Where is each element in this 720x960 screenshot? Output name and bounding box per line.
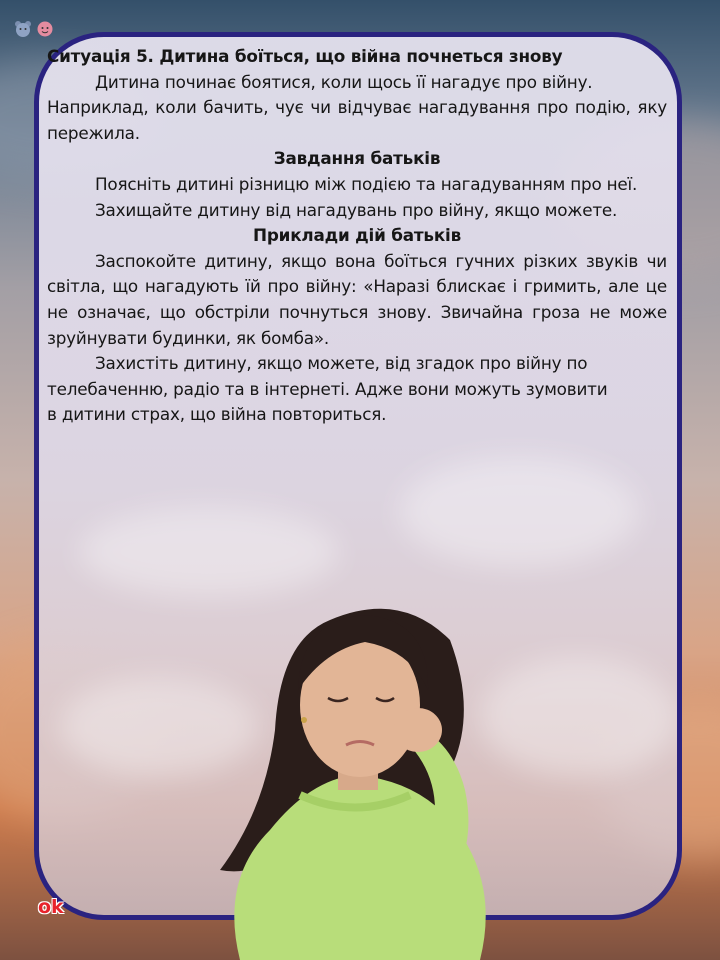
card-cloud: [399, 457, 639, 567]
section1-item-1: Поясніть дитині різницю між подією та нагадуванням про неї.: [95, 173, 638, 194]
section2-heading: Приклади дій батьків: [252, 225, 462, 246]
document-title: Ситуація 5. Дитина боїться, що війна почнеться знову: [47, 46, 563, 66]
ok-logo: ok: [38, 896, 64, 918]
document-body: [47, 44, 667, 428]
bear-face-icon: [14, 20, 32, 38]
section2-paragraph-1: Заспокойте дитину, якщо вона боїться гучних різких звуків чи світла, що нагадують їй про війну: «Наразі блискає і гримить, але це не означає, що обстріли почнуться знову. Звичайна гроза не може зруйнувати будинки, як бомба».: [47, 250, 667, 348]
sad-girl-illustration: [180, 580, 540, 960]
section1-heading: Завдання батьків: [273, 148, 441, 169]
intro-line-2: Наприклад, коли бачить, чує чи відчуває нагадування про подію, яку пережила.: [47, 97, 667, 143]
section2-paragraph-2-line-3: в дитини страх, що війна повториться.: [47, 404, 387, 425]
section2-paragraph-2-line-1: Захистіть дитину, якщо можете, від згадок про війну по: [95, 353, 588, 374]
child-face-icon: [36, 20, 54, 38]
intro-line-1: Дитина починає боятися, коли щось її нагадує про війну.: [95, 71, 593, 92]
corner-icons: [14, 20, 54, 38]
section2-paragraph-2-line-2: телебаченню, радіо та в інтернеті. Адже вони можуть зумовити: [47, 378, 608, 399]
section1-item-2: Захищайте дитину від нагадувань про війну, якщо можете.: [95, 199, 618, 220]
